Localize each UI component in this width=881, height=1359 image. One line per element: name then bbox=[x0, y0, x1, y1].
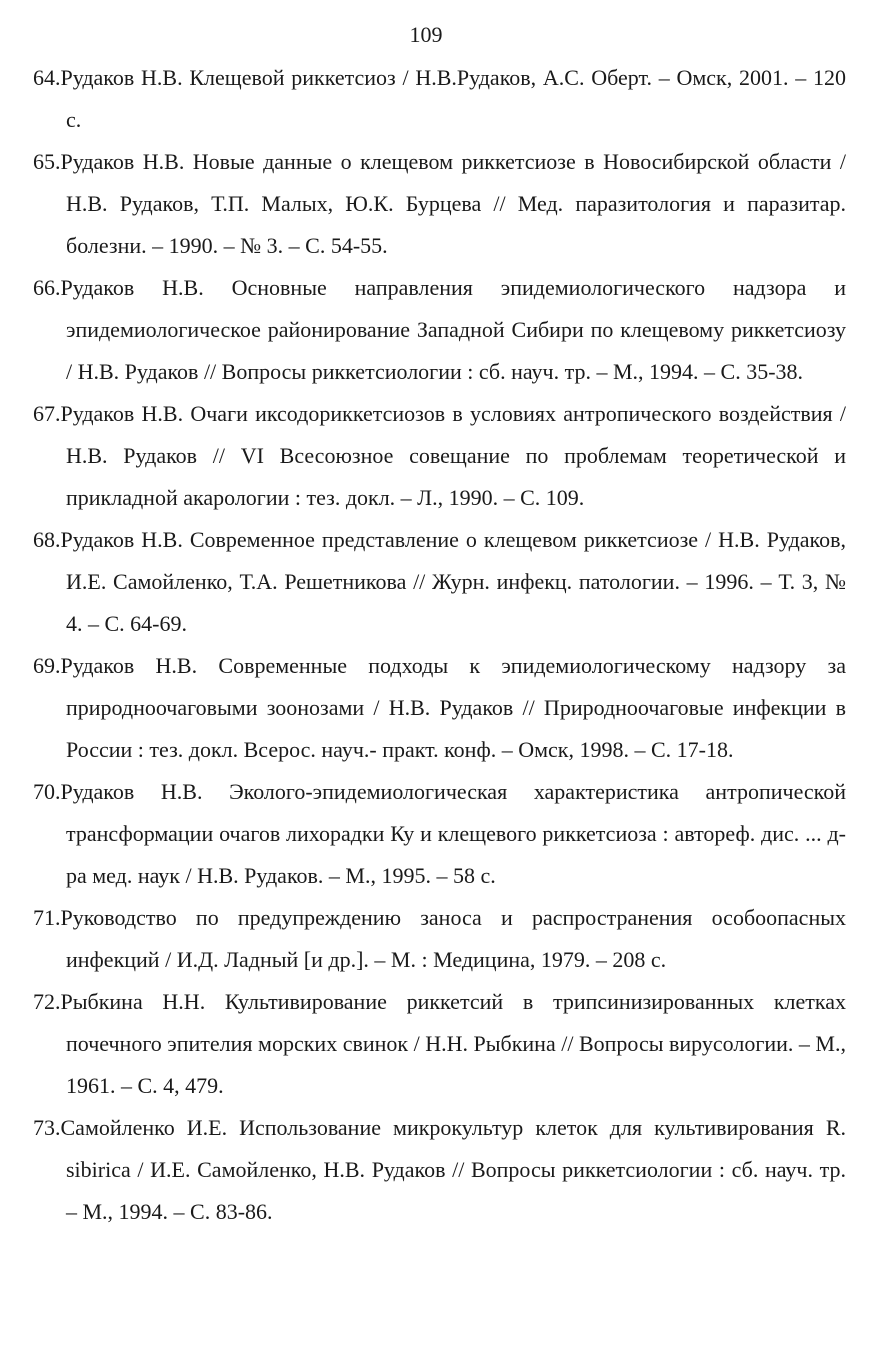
reference-number: 72. bbox=[33, 989, 61, 1014]
page-number: 109 bbox=[409, 22, 443, 47]
reference-text: Рудаков Н.В. Эколого-эпидемиологическая характеристика антропической трансформации очагов лихорадки Ку и клещевого риккетсиоза : автореф. дис. ... д-ра мед. наук / Н.В. Рудаков. – М., 1995. – 58 с. bbox=[60, 779, 846, 888]
reference-text: Рудаков Н.В. Очаги иксодориккетсиозов в условиях антропического воздействия / Н.В. Рудаков // VI Всесоюзное совещание по проблемам теоретической и прикладной акарологии : тез. докл. – Л., 1990. – С. 109. bbox=[60, 401, 846, 510]
reference-number: 68. bbox=[33, 527, 61, 552]
reference-item bbox=[33, 519, 846, 645]
reference-text: Рыбкина Н.Н. Культивирование риккетсий в трипсинизированных клетках почечного эпителия морских свинок / Н.Н. Рыбкина // Вопросы вирусологии. – М., 1961. – С. 4, 479. bbox=[60, 989, 846, 1098]
reference-number: 70. bbox=[33, 779, 61, 804]
reference-number: 66. bbox=[33, 275, 61, 300]
reference-text: Руководство по предупреждению заноса и распространения особоопасных инфекций / И.Д. Ладный [и др.]. – М. : Медицина, 1979. – 208 с. bbox=[60, 905, 846, 972]
reference-text: Рудаков Н.В. Основные направления эпидемиологического надзора и эпидемиологическое районирование Западной Сибири по клещевому риккетсиозу / Н.В. Рудаков // Вопросы риккетсиологии : сб. науч. тр. – М., 1994. – С. 35-38. bbox=[60, 275, 846, 384]
reference-text: Рудаков Н.В. Современное представление о клещевом риккетсиозе / Н.В. Рудаков, И.Е. Самойленко, Т.А. Решетникова // Журн. инфекц. патологии. – 1996. – Т. 3, № 4. – С. 64-69. bbox=[60, 527, 846, 636]
reference-list bbox=[33, 57, 846, 1233]
reference-number: 67. bbox=[33, 401, 61, 426]
reference-item bbox=[33, 645, 846, 771]
reference-number: 64. bbox=[33, 65, 61, 90]
reference-item bbox=[33, 57, 846, 141]
reference-number: 69. bbox=[33, 653, 61, 678]
reference-number: 73. bbox=[33, 1115, 61, 1140]
reference-text: Рудаков Н.В. Новые данные о клещевом риккетсиозе в Новосибирской области / Н.В. Рудаков, Т.П. Малых, Ю.К. Бурцева // Мед. паразитология и паразитар. болезни. – 1990. – № 3. – С. 54-55. bbox=[60, 149, 846, 258]
reference-item bbox=[33, 1107, 846, 1233]
reference-text: Самойленко И.Е. Использование микрокультур клеток для культивирования R. sibirica / И.Е. Самойленко, Н.В. Рудаков // Вопросы риккетсиологии : сб. науч. тр. – М., 1994. – С. 83-86. bbox=[60, 1115, 846, 1224]
reference-item bbox=[33, 897, 846, 981]
reference-item bbox=[33, 771, 846, 897]
reference-item bbox=[33, 267, 846, 393]
reference-item bbox=[33, 393, 846, 519]
reference-item bbox=[33, 981, 846, 1107]
reference-number: 65. bbox=[33, 149, 61, 174]
reference-number: 71. bbox=[33, 905, 61, 930]
reference-text: Рудаков Н.В. Современные подходы к эпидемиологическому надзору за природноочаговыми зоонозами / Н.В. Рудаков // Природноочаговые инфекции в России : тез. докл. Всерос. науч.- практ. конф. – Омск, 1998. – С. 17-18. bbox=[60, 653, 846, 762]
reference-item bbox=[33, 141, 846, 267]
reference-text: Рудаков Н.В. Клещевой риккетсиоз / Н.В.Рудаков, А.С. Оберт. – Омск, 2001. – 120 с. bbox=[60, 65, 846, 132]
